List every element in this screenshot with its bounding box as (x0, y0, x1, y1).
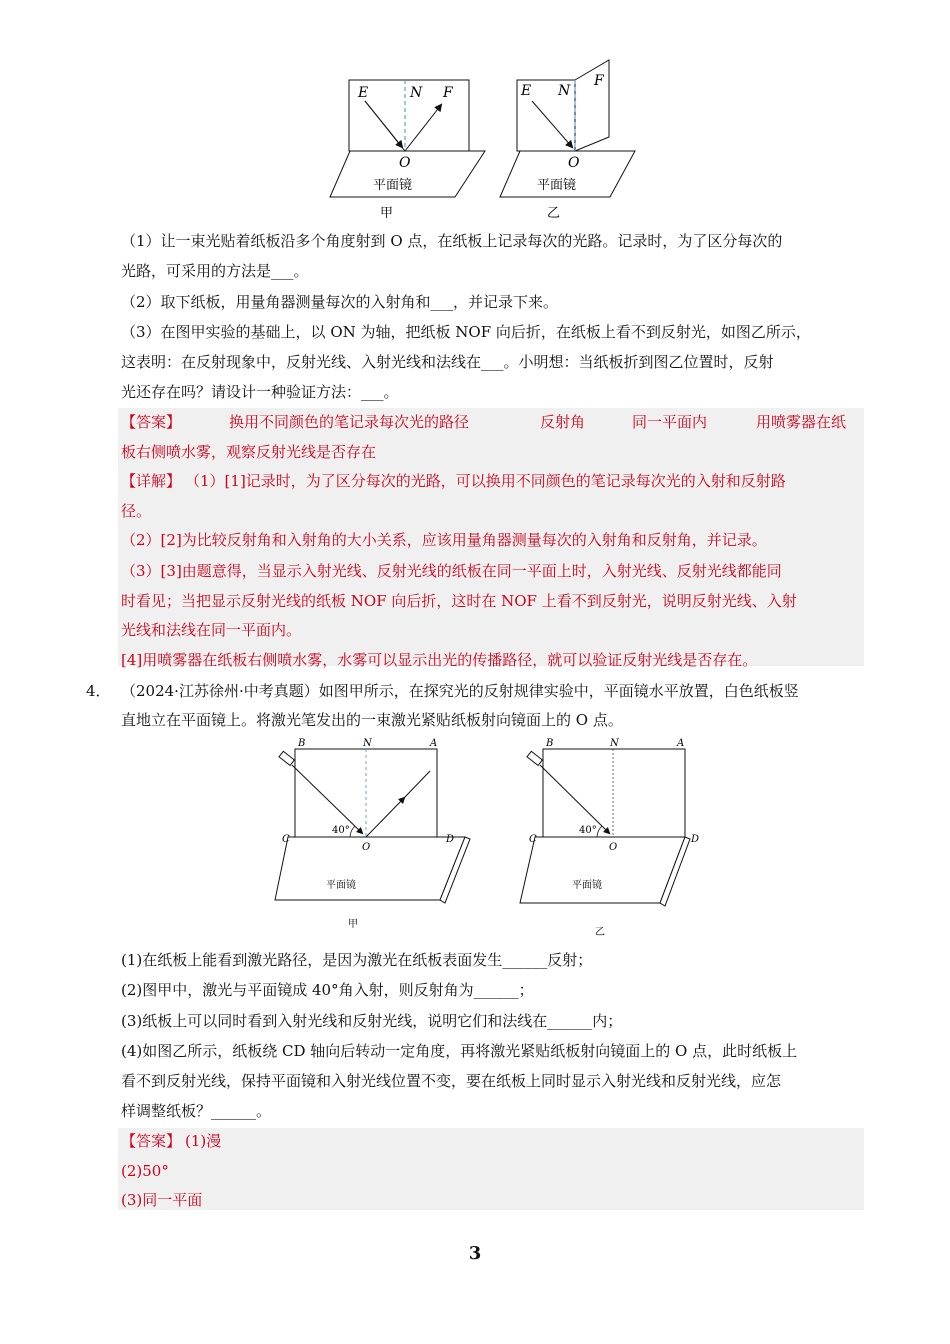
q4-sub-2: (2)图甲中，激光与平面镜成 40°角入射，则反射角为______； (121, 981, 534, 999)
label-a: A (430, 738, 438, 749)
caption-jia: 甲 (380, 206, 394, 221)
q4-intro-2: 直地立在平面镜上。将激光笔发出的一束激光紧贴纸板射向镜面上的 O 点。 (121, 711, 623, 729)
label-n: N (610, 738, 619, 749)
mirror-plane (520, 837, 685, 903)
page-number: 3 (468, 1243, 482, 1264)
label-n: N (558, 83, 571, 99)
figure-1-diagram (325, 55, 645, 225)
q4-sub-4a: (4)如图乙所示，纸板绕 CD 轴向后转动一定角度，再将激光紧贴纸板射向镜面上的 O 点，此时纸板上 (121, 1042, 798, 1060)
q3-answer-4: 用喷雾器在纸 (756, 413, 847, 431)
q4-answer-box (118, 1128, 864, 1210)
q3-detail-1: （1）[1]记录时，为了区分每次的光路，可以换用不同颜色的笔记录每次光的入射和反射路 (185, 472, 786, 490)
label-angle: 40° (332, 825, 350, 836)
q4-answer-tag: 【答案】 (121, 1132, 182, 1150)
mirror-label: 平面镜 (537, 178, 577, 193)
q4-number: 4． (86, 682, 111, 700)
q3-answer-tag: 【答案】 (121, 413, 182, 431)
figure-2-left (275, 738, 470, 930)
laser-pen (527, 751, 542, 765)
q3-line-3: （2）取下纸板，用量角器测量每次的入射角和___，并记录下来。 (121, 293, 559, 311)
q3-detail-tag: 【详解】 (121, 472, 182, 490)
label-d: D (691, 834, 700, 845)
q4-intro-1: （2024·江苏徐州·中考真题）如图甲所示，在探究光的反射规律实验中，平面镜水平放置，白色纸板竖 (121, 682, 799, 700)
label-a: A (677, 738, 685, 749)
label-o: O (399, 155, 411, 171)
q4-sub-3: (3)纸板上可以同时看到入射光线和反射光线，说明它们和法线在______内； (121, 1012, 623, 1030)
figure-2-right (520, 738, 699, 938)
q3-line-2: 光路，可采用的方法是___。 (121, 262, 309, 280)
q3-detail-3c: 光线和法线在同一平面内。 (121, 621, 302, 639)
label-f: F (594, 73, 604, 89)
q4-sub-4b: 看不到反射光线，保持平面镜和入射光线位置不变，要在纸板上同时显示入射光线和反射光线，应怎 (121, 1072, 782, 1090)
label-o: O (362, 842, 371, 853)
figure-1-right (500, 60, 635, 221)
q4-answer-1: (1)漫 (185, 1132, 222, 1150)
q3-detail-2: （2）[2]为比较反射角和入射角的大小关系，应该用量角器测量每次的入射角和反射角，并记录。 (121, 531, 767, 549)
laser-pen (279, 751, 294, 765)
q3-answer-3: 同一平面内 (632, 413, 708, 431)
label-b: B (298, 738, 306, 749)
paper-board (543, 749, 685, 837)
q3-line-6: 光还存在吗？请设计一种验证方法：___。 (121, 383, 399, 401)
caption-yi: 乙 (547, 206, 561, 221)
label-c: C (529, 834, 537, 845)
q3-line-1: （1）让一束光贴着纸板沿多个角度射到 O 点，在纸板上记录每次的光路。记录时，为了区分每次的 (121, 232, 783, 250)
label-e: E (521, 83, 532, 99)
q3-answer-4b: 板右侧喷水雾，观察反射光线是否存在 (121, 443, 377, 461)
q4-sub-4c: 样调整纸板？______。 (121, 1102, 272, 1120)
mirror-label: 平面镜 (572, 880, 602, 891)
label-e: E (358, 85, 369, 101)
label-o: O (568, 155, 580, 171)
q3-detail-4: [4]用喷雾器在纸板右侧喷水雾，水雾可以显示出光的传播路径，就可以验证反射光线是否存在。 (121, 651, 758, 669)
figure-1-left (330, 80, 485, 221)
q3-line-4: （3）在图甲实验的基础上，以 ON 为轴，把纸板 NOF 向后折，在纸板上看不到反射光，如图乙所示， (121, 323, 811, 341)
q3-answer-1: 换用不同颜色的笔记录每次光的路径 (229, 413, 470, 431)
q4-sub-1: (1)在纸板上能看到激光路径，是因为激光在纸板表面发生______反射； (121, 951, 593, 969)
label-o: O (609, 842, 618, 853)
q4-answer-2: (2)50° (121, 1162, 169, 1180)
q3-line-5: 这表明：在反射现象中，反射光线、入射光线和法线在___。小明想：当纸板折到图乙位置时，反射 (121, 353, 774, 371)
label-f: F (443, 85, 453, 101)
label-c: C (282, 834, 290, 845)
q3-detail-3b: 时看见；当把显示反射光线的纸板 NOF 向后折，这时在 NOF 上看不到反射光，说明反射光线、入射 (121, 592, 797, 610)
caption-yi: 乙 (595, 927, 605, 938)
mirror-label: 平面镜 (373, 178, 413, 193)
q3-detail-3: （3）[3]由题意得，当显示入射光线、反射光线的纸板在同一平面上时，入射光线、反射光线都能同 (121, 562, 782, 580)
mirror-label: 平面镜 (326, 880, 356, 891)
label-b: B (546, 738, 554, 749)
label-angle: 40° (579, 825, 597, 836)
label-n: N (363, 738, 372, 749)
label-n: N (410, 85, 423, 101)
caption-jia: 甲 (348, 919, 358, 930)
q3-detail-1b: 径。 (121, 502, 152, 520)
figure-2-diagram (270, 735, 700, 945)
q3-answer-2: 反射角 (540, 413, 586, 431)
q4-answer-3: (3)同一平面 (121, 1191, 203, 1209)
paper-board-folded (575, 60, 609, 151)
label-d: D (446, 834, 455, 845)
